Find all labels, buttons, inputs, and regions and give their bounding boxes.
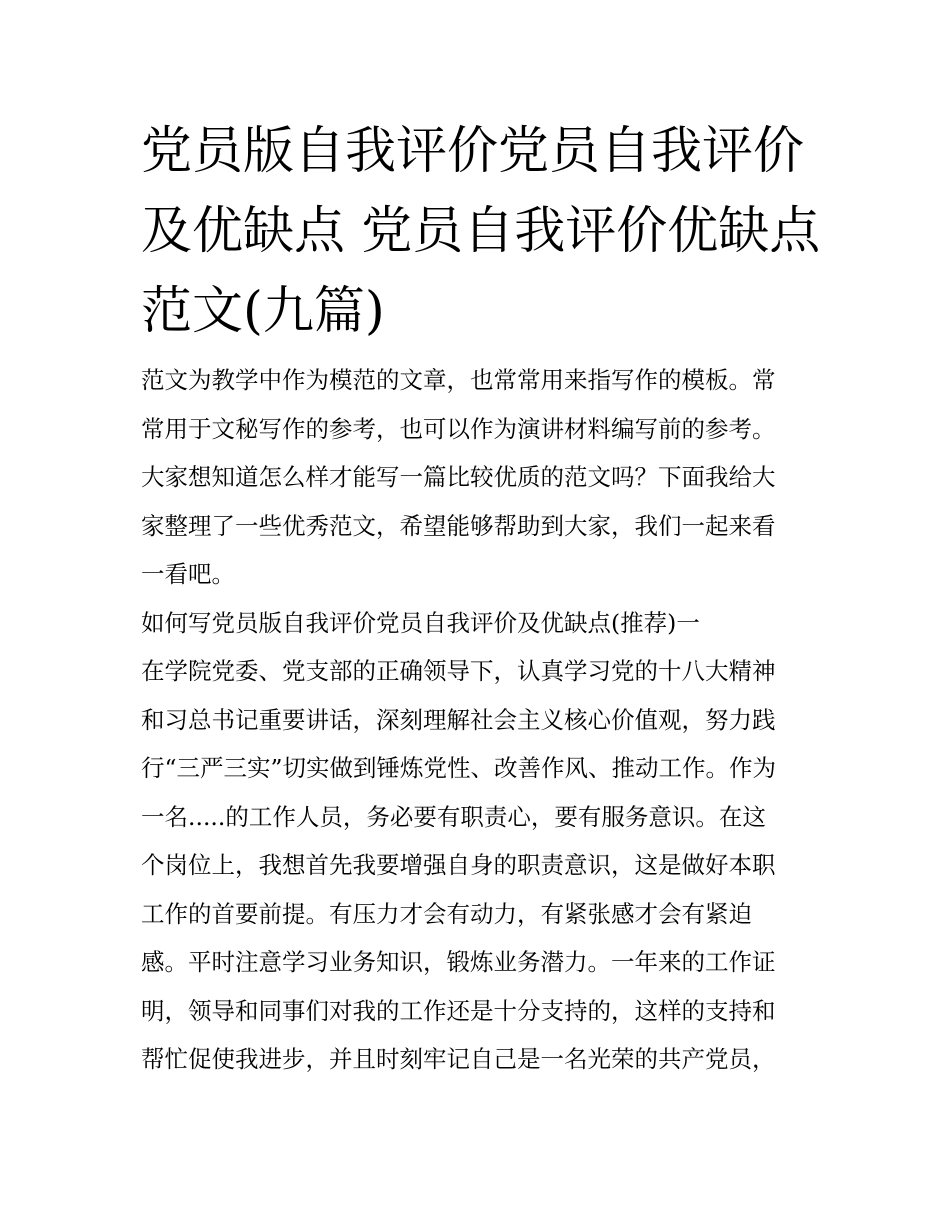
section-line: 帮忙促使我进步，并且时刻牢记自己是一名光荣的共产党员， xyxy=(141,1045,776,1073)
intro-line: 常用于文秘写作的参考，也可以作为演讲材料编写前的参考。 xyxy=(141,414,776,443)
section-line: 和习总书记重要讲话，深刻理解社会主义核心价值观，努力践 xyxy=(141,705,776,734)
document-title xyxy=(141,112,821,352)
section-line: 明，领导和同事们对我的工作还是十分支持的，这样的支持和 xyxy=(141,996,776,1025)
intro-line: 大家想知道怎么样才能写一篇比较优质的范文吗？下面我给大 xyxy=(141,463,776,491)
section-line: 在学院党委、党支部的正确领导下，认真学习党的十八大精神 xyxy=(141,657,776,685)
section-line: 一名.....的工作人员，务必要有职责心，要有服务意识。在这 xyxy=(141,802,766,831)
title-line: 范文(九篇) xyxy=(141,282,385,341)
title-line: 党员版自我评价党员自我评价 xyxy=(141,122,805,181)
section-heading: 如何写党员版自我评价党员自我评价及优缺点(推荐)一 xyxy=(141,608,700,637)
intro-paragraph xyxy=(141,356,821,599)
section-line: 工作的首要前提。有压力才会有动力，有紧张感才会有紧迫 xyxy=(141,899,752,928)
intro-line: 家整理了一些优秀范文，希望能够帮助到大家，我们一起来看 xyxy=(141,511,776,540)
section-paragraph xyxy=(141,647,821,1084)
title-line: 及优缺点 党员自我评价优缺点 xyxy=(141,202,821,261)
section-line: 感。平时注意学习业务知识，锻炼业务潜力。一年来的工作证 xyxy=(141,948,776,976)
section-line: 个岗位上，我想首先我要增强自身的职责意识，这是做好本职 xyxy=(141,851,776,879)
section-line: 行“三严三实”切实做到锤炼党性、改善作风、推动工作。作为 xyxy=(141,754,777,782)
intro-line: 一看吧。 xyxy=(141,560,235,588)
intro-line: 范文为教学中作为模范的文章，也常常用来指写作的模板。常 xyxy=(141,366,776,394)
document-body xyxy=(141,356,821,1084)
